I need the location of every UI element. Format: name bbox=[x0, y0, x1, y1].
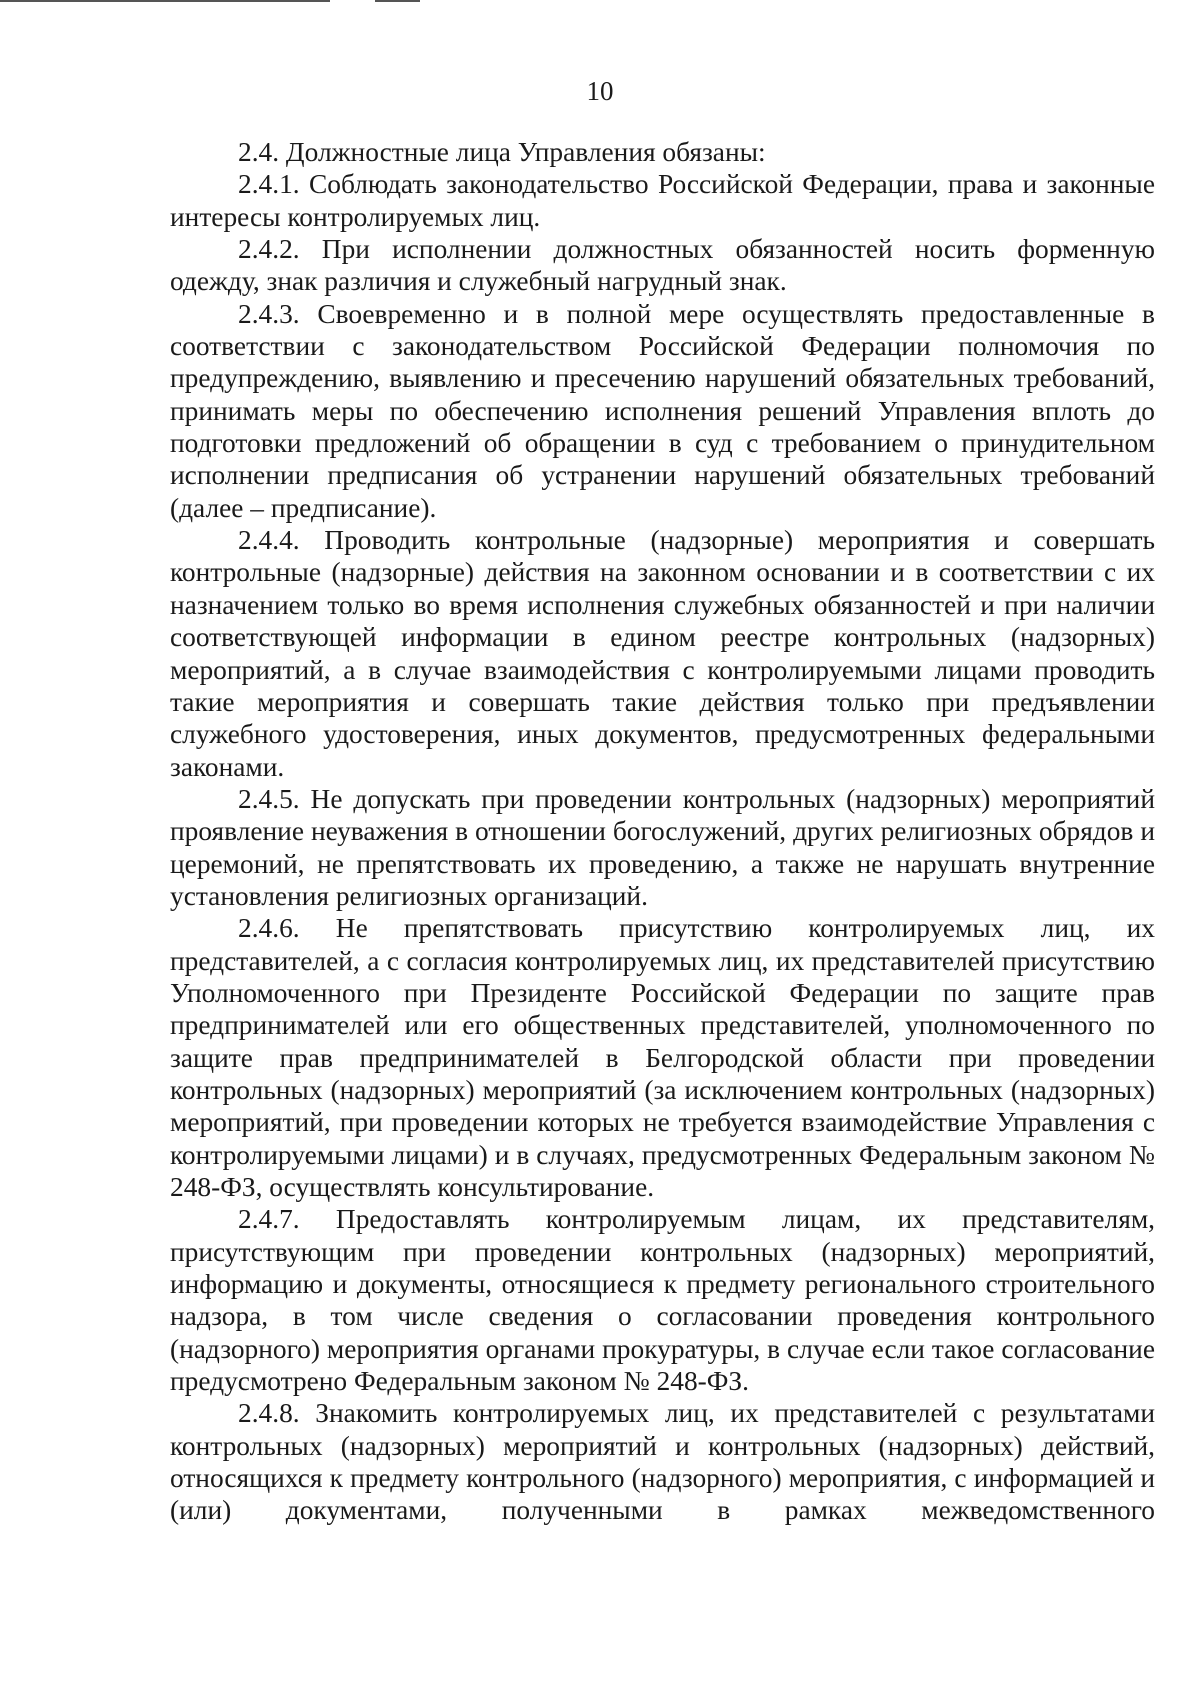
paragraph-2-4: 2.4. Должностные лица Управления обязаны: bbox=[238, 137, 766, 167]
scan-edge-line bbox=[0, 0, 330, 2]
paragraph-2-4-3: 2.4.3. Своевременно и в полной мере осуществлять предоставленные в соответствии с законодательством Российской Федерации полномочия по предупреждению, выявлению и пресечению нарушений обязательных требований, принимать меры по обеспечению исполнения решений Управления вплоть до подготовки предложений об обращении в суд с требованием о принудительном исполнении предписания об устранении нарушений обязательных требований (далее – предписание). bbox=[170, 298, 1155, 523]
document-body bbox=[170, 136, 1155, 1527]
scan-edge-line bbox=[375, 0, 420, 2]
page-number: 10 bbox=[586, 76, 614, 106]
paragraph-2-4-2: 2.4.2. При исполнении должностных обязанностей носить форменную одежду, знак различия и служебный нагрудный знак. bbox=[170, 234, 1155, 297]
paragraph-2-4-8: 2.4.8. Знакомить контролируемых лиц, их представителей с результатами контрольных (надзорных) мероприятий и контрольных (надзорных) действий, относящихся к предмету контрольного (надзорного) мероприятия, с информацией и (или) документами, полученными в рамках межведомственного bbox=[170, 1398, 1155, 1526]
paragraph-2-4-5: 2.4.5. Не допускать при проведении контрольных (надзорных) мероприятий проявление неуважения в отношении богослужений, других религиозных обрядов и церемоний, не препятствовать их проведению, а также не нарушать внутренние установления религиозных организаций. bbox=[170, 783, 1155, 911]
paragraph-2-4-7: 2.4.7. Предоставлять контролируемым лицам, их представителям, присутствующим при проведении контрольных (надзорных) мероприятий, информацию и документы, относящиеся к предмету регионального строительного надзора, в том числе сведения о согласовании проведения контрольного (надзорного) мероприятия органами прокуратуры, в случае если такое согласование предусмотрено Федеральным законом № 248-ФЗ. bbox=[170, 1204, 1155, 1397]
paragraph-2-4-1: 2.4.1. Соблюдать законодательство Российской Федерации, права и законные интересы контролируемых лиц. bbox=[170, 169, 1155, 232]
paragraph-2-4-4: 2.4.4. Проводить контрольные (надзорные) мероприятия и совершать контрольные (надзорные) действия на законном основании и в соответствии с их назначением только во время исполнения служебных обязанностей и при наличии соответствующей информации в едином реестре контрольных (надзорных) мероприятий, а в случае взаимодействия с контролируемыми лицами проводить такие мероприятия и совершать такие действия только при предъявлении служебного удостоверения, иных документов, предусмотренных федеральными законами. bbox=[170, 525, 1155, 782]
paragraph-2-4-6: 2.4.6. Не препятствовать присутствию контролируемых лиц, их представителей, а с согласия контролируемых лиц, их представителей присутствию Уполномоченного при Президенте Российской Федерации по защите прав предпринимателей или его общественных представителей, уполномоченного по защите прав предпринимателей в Белгородской области при проведении контрольных (надзорных) мероприятий (за исключением контрольных (надзорных) мероприятий, при проведении которых не требуется взаимодействие Управления с контролируемыми лицами) и в случаях, предусмотренных Федеральным законом № 248-ФЗ, осуществлять консультирование. bbox=[170, 913, 1155, 1202]
